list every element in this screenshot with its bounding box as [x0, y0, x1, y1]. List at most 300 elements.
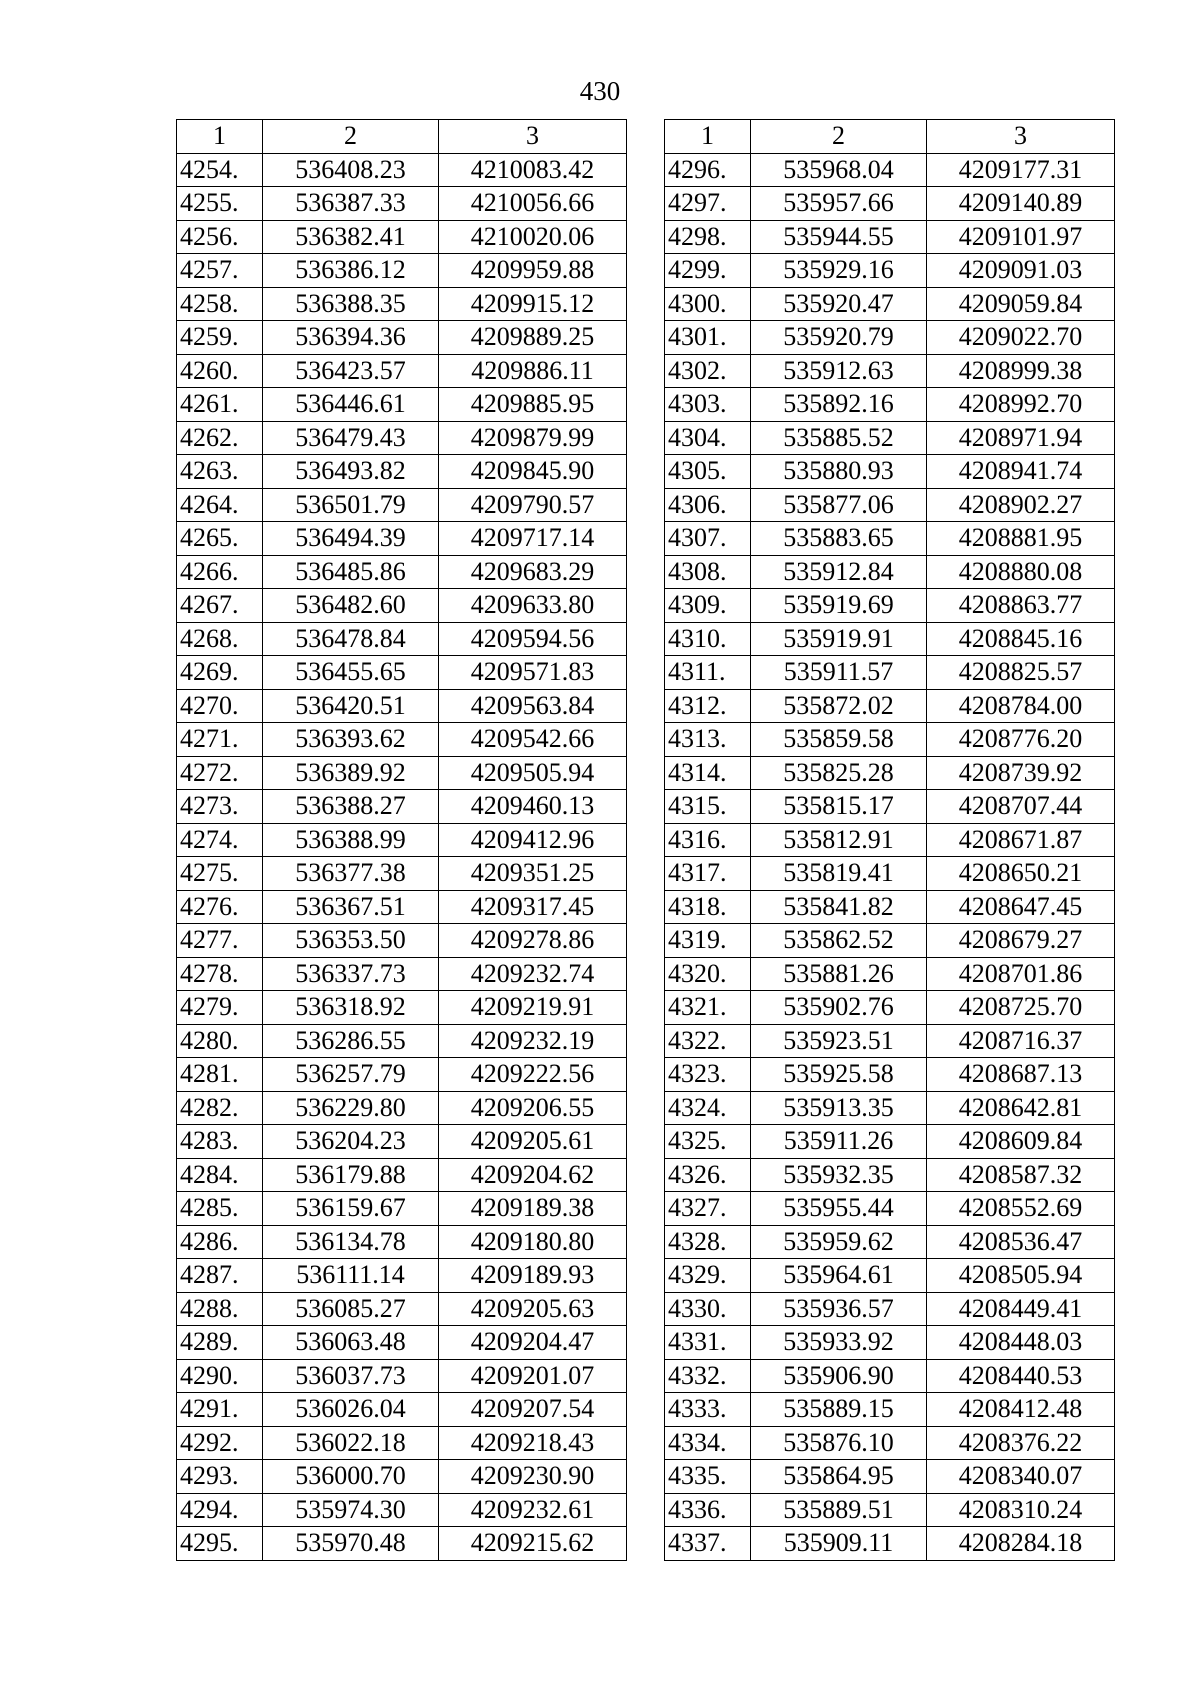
- point-number-cell: 4292.: [177, 1426, 263, 1460]
- header-cell-3: 3: [927, 120, 1115, 154]
- point-number-cell: 4325.: [665, 1125, 751, 1159]
- x-coordinate-cell: 536387.33: [263, 187, 439, 221]
- point-number-cell: 4309.: [665, 589, 751, 623]
- y-coordinate-cell: 4209207.54: [439, 1393, 627, 1427]
- x-coordinate-cell: 536493.82: [263, 455, 439, 489]
- x-coordinate-cell: 536063.48: [263, 1326, 439, 1360]
- y-coordinate-cell: 4208845.16: [927, 622, 1115, 656]
- y-coordinate-cell: 4208376.22: [927, 1426, 1115, 1460]
- y-coordinate-cell: 4208992.70: [927, 388, 1115, 422]
- table-row: [665, 1091, 1115, 1125]
- header-cell-2: 2: [263, 120, 439, 154]
- y-coordinate-cell: 4209845.90: [439, 455, 627, 489]
- x-coordinate-cell: 536382.41: [263, 220, 439, 254]
- table-row: [665, 1393, 1115, 1427]
- x-coordinate-cell: 536394.36: [263, 321, 439, 355]
- y-coordinate-cell: 4209232.61: [439, 1493, 627, 1527]
- point-number-cell: 4266.: [177, 555, 263, 589]
- point-number-cell: 4276.: [177, 890, 263, 924]
- x-coordinate-cell: 536386.12: [263, 254, 439, 288]
- y-coordinate-cell: 4208784.00: [927, 689, 1115, 723]
- y-coordinate-cell: 4208776.20: [927, 723, 1115, 757]
- table-row: [177, 589, 627, 623]
- point-number-cell: 4279.: [177, 991, 263, 1025]
- point-number-cell: 4336.: [665, 1493, 751, 1527]
- x-coordinate-cell: 536478.84: [263, 622, 439, 656]
- x-coordinate-cell: 536204.23: [263, 1125, 439, 1159]
- point-number-cell: 4301.: [665, 321, 751, 355]
- x-coordinate-cell: 536455.65: [263, 656, 439, 690]
- point-number-cell: 4289.: [177, 1326, 263, 1360]
- table-row: [665, 1125, 1115, 1159]
- x-coordinate-cell: 536085.27: [263, 1292, 439, 1326]
- x-coordinate-cell: 535906.90: [751, 1359, 927, 1393]
- table-row: [665, 321, 1115, 355]
- table-row: [665, 354, 1115, 388]
- x-coordinate-cell: 536111.14: [263, 1259, 439, 1293]
- y-coordinate-cell: 4209633.80: [439, 589, 627, 623]
- y-coordinate-cell: 4210020.06: [439, 220, 627, 254]
- point-number-cell: 4328.: [665, 1225, 751, 1259]
- x-coordinate-cell: 535872.02: [751, 689, 927, 723]
- x-coordinate-cell: 536377.38: [263, 857, 439, 891]
- x-coordinate-cell: 535968.04: [751, 153, 927, 187]
- point-number-cell: 4297.: [665, 187, 751, 221]
- point-number-cell: 4316.: [665, 823, 751, 857]
- x-coordinate-cell: 535841.82: [751, 890, 927, 924]
- table-row: [177, 991, 627, 1025]
- point-number-cell: 4274.: [177, 823, 263, 857]
- table-row: [177, 220, 627, 254]
- table-row: [665, 522, 1115, 556]
- x-coordinate-cell: 536286.55: [263, 1024, 439, 1058]
- header-cell-1: 1: [665, 120, 751, 154]
- table-row: [177, 924, 627, 958]
- point-number-cell: 4268.: [177, 622, 263, 656]
- y-coordinate-cell: 4209879.99: [439, 421, 627, 455]
- y-coordinate-cell: 4209101.97: [927, 220, 1115, 254]
- table-header: [665, 120, 1115, 154]
- y-coordinate-cell: 4209201.07: [439, 1359, 627, 1393]
- y-coordinate-cell: 4208609.84: [927, 1125, 1115, 1159]
- table-row: [665, 589, 1115, 623]
- table-row: [177, 522, 627, 556]
- x-coordinate-cell: 536022.18: [263, 1426, 439, 1460]
- y-coordinate-cell: 4208863.77: [927, 589, 1115, 623]
- x-coordinate-cell: 536388.99: [263, 823, 439, 857]
- point-number-cell: 4284.: [177, 1158, 263, 1192]
- y-coordinate-cell: 4209317.45: [439, 890, 627, 924]
- table-row: [665, 1024, 1115, 1058]
- y-coordinate-cell: 4209177.31: [927, 153, 1115, 187]
- table-row: [665, 254, 1115, 288]
- y-coordinate-cell: 4208739.92: [927, 756, 1115, 790]
- table-row: [177, 1292, 627, 1326]
- x-coordinate-cell: 535944.55: [751, 220, 927, 254]
- table-row: [177, 1058, 627, 1092]
- point-number-cell: 4294.: [177, 1493, 263, 1527]
- y-coordinate-cell: 4209204.47: [439, 1326, 627, 1360]
- table-row: [665, 555, 1115, 589]
- y-coordinate-cell: 4209140.89: [927, 187, 1115, 221]
- point-number-cell: 4277.: [177, 924, 263, 958]
- point-number-cell: 4291.: [177, 1393, 263, 1427]
- y-coordinate-cell: 4208687.13: [927, 1058, 1115, 1092]
- table-row: [177, 1024, 627, 1058]
- point-number-cell: 4323.: [665, 1058, 751, 1092]
- y-coordinate-cell: 4208284.18: [927, 1527, 1115, 1561]
- x-coordinate-cell: 536485.86: [263, 555, 439, 589]
- y-coordinate-cell: 4209222.56: [439, 1058, 627, 1092]
- x-coordinate-cell: 536501.79: [263, 488, 439, 522]
- y-coordinate-cell: 4208679.27: [927, 924, 1115, 958]
- x-coordinate-cell: 536000.70: [263, 1460, 439, 1494]
- x-coordinate-cell: 535933.92: [751, 1326, 927, 1360]
- point-number-cell: 4330.: [665, 1292, 751, 1326]
- y-coordinate-cell: 4209230.90: [439, 1460, 627, 1494]
- y-coordinate-cell: 4209571.83: [439, 656, 627, 690]
- table-body: [665, 153, 1115, 1560]
- x-coordinate-cell: 535912.63: [751, 354, 927, 388]
- x-coordinate-cell: 536393.62: [263, 723, 439, 757]
- point-number-cell: 4331.: [665, 1326, 751, 1360]
- y-coordinate-cell: 4209218.43: [439, 1426, 627, 1460]
- table-row: [177, 187, 627, 221]
- point-number-cell: 4258.: [177, 287, 263, 321]
- x-coordinate-cell: 535919.91: [751, 622, 927, 656]
- point-number-cell: 4324.: [665, 1091, 751, 1125]
- point-number-cell: 4317.: [665, 857, 751, 891]
- table-row: [665, 823, 1115, 857]
- table-row: [177, 723, 627, 757]
- point-number-cell: 4318.: [665, 890, 751, 924]
- point-number-cell: 4260.: [177, 354, 263, 388]
- x-coordinate-cell: 535919.69: [751, 589, 927, 623]
- y-coordinate-cell: 4208536.47: [927, 1225, 1115, 1259]
- table-row: [177, 823, 627, 857]
- x-coordinate-cell: 536159.67: [263, 1192, 439, 1226]
- x-coordinate-cell: 536389.92: [263, 756, 439, 790]
- table-row: [177, 689, 627, 723]
- table-row: [177, 1192, 627, 1226]
- x-coordinate-cell: 535883.65: [751, 522, 927, 556]
- point-number-cell: 4295.: [177, 1527, 263, 1561]
- point-number-cell: 4308.: [665, 555, 751, 589]
- point-number-cell: 4265.: [177, 522, 263, 556]
- point-number-cell: 4269.: [177, 656, 263, 690]
- header-cell-2: 2: [751, 120, 927, 154]
- x-coordinate-cell: 535881.26: [751, 957, 927, 991]
- y-coordinate-cell: 4210083.42: [439, 153, 627, 187]
- table-row: [177, 1225, 627, 1259]
- point-number-cell: 4257.: [177, 254, 263, 288]
- point-number-cell: 4322.: [665, 1024, 751, 1058]
- y-coordinate-cell: 4209790.57: [439, 488, 627, 522]
- header-row: [665, 120, 1115, 154]
- table-row: [177, 354, 627, 388]
- point-number-cell: 4283.: [177, 1125, 263, 1159]
- x-coordinate-cell: 535920.79: [751, 321, 927, 355]
- table-row: [177, 1426, 627, 1460]
- x-coordinate-cell: 535876.10: [751, 1426, 927, 1460]
- y-coordinate-cell: 4210056.66: [439, 187, 627, 221]
- x-coordinate-cell: 535929.16: [751, 254, 927, 288]
- x-coordinate-cell: 535877.06: [751, 488, 927, 522]
- y-coordinate-cell: 4209022.70: [927, 321, 1115, 355]
- point-number-cell: 4259.: [177, 321, 263, 355]
- table-row: [177, 1393, 627, 1427]
- x-coordinate-cell: 536388.27: [263, 790, 439, 824]
- x-coordinate-cell: 536257.79: [263, 1058, 439, 1092]
- x-coordinate-cell: 536420.51: [263, 689, 439, 723]
- table-row: [177, 321, 627, 355]
- x-coordinate-cell: 535815.17: [751, 790, 927, 824]
- point-number-cell: 4255.: [177, 187, 263, 221]
- table-row: [177, 756, 627, 790]
- x-coordinate-cell: 535955.44: [751, 1192, 927, 1226]
- header-row: [177, 120, 627, 154]
- point-number-cell: 4320.: [665, 957, 751, 991]
- table-row: [665, 1259, 1115, 1293]
- table-row: [665, 1493, 1115, 1527]
- table-row: [665, 488, 1115, 522]
- table-row: [665, 689, 1115, 723]
- x-coordinate-cell: 535959.62: [751, 1225, 927, 1259]
- x-coordinate-cell: 535912.84: [751, 555, 927, 589]
- point-number-cell: 4332.: [665, 1359, 751, 1393]
- y-coordinate-cell: 4208650.21: [927, 857, 1115, 891]
- x-coordinate-cell: 535909.11: [751, 1527, 927, 1561]
- y-coordinate-cell: 4209563.84: [439, 689, 627, 723]
- x-coordinate-cell: 535911.57: [751, 656, 927, 690]
- x-coordinate-cell: 535974.30: [263, 1493, 439, 1527]
- y-coordinate-cell: 4208902.27: [927, 488, 1115, 522]
- y-coordinate-cell: 4208340.07: [927, 1460, 1115, 1494]
- point-number-cell: 4302.: [665, 354, 751, 388]
- y-coordinate-cell: 4208707.44: [927, 790, 1115, 824]
- x-coordinate-cell: 535812.91: [751, 823, 927, 857]
- table-row: [177, 790, 627, 824]
- point-number-cell: 4281.: [177, 1058, 263, 1092]
- table-row: [665, 220, 1115, 254]
- table-row: [177, 421, 627, 455]
- table-row: [177, 1493, 627, 1527]
- table-row: [177, 153, 627, 187]
- x-coordinate-cell: 535819.41: [751, 857, 927, 891]
- table-row: [177, 1125, 627, 1159]
- y-coordinate-cell: 4209717.14: [439, 522, 627, 556]
- point-number-cell: 4314.: [665, 756, 751, 790]
- x-coordinate-cell: 535889.51: [751, 1493, 927, 1527]
- y-coordinate-cell: 4208716.37: [927, 1024, 1115, 1058]
- point-number-cell: 4307.: [665, 522, 751, 556]
- x-coordinate-cell: 535825.28: [751, 756, 927, 790]
- y-coordinate-cell: 4208999.38: [927, 354, 1115, 388]
- y-coordinate-cell: 4209204.62: [439, 1158, 627, 1192]
- table-header: [177, 120, 627, 154]
- table-row: [665, 790, 1115, 824]
- table-row: [665, 1426, 1115, 1460]
- y-coordinate-cell: 4209889.25: [439, 321, 627, 355]
- table-row: [177, 388, 627, 422]
- y-coordinate-cell: 4208671.87: [927, 823, 1115, 857]
- y-coordinate-cell: 4209059.84: [927, 287, 1115, 321]
- x-coordinate-cell: 535880.93: [751, 455, 927, 489]
- x-coordinate-cell: 535920.47: [751, 287, 927, 321]
- table-row: [177, 622, 627, 656]
- x-coordinate-cell: 536446.61: [263, 388, 439, 422]
- x-coordinate-cell: 536179.88: [263, 1158, 439, 1192]
- x-coordinate-cell: 535889.15: [751, 1393, 927, 1427]
- y-coordinate-cell: 4208825.57: [927, 656, 1115, 690]
- point-number-cell: 4321.: [665, 991, 751, 1025]
- y-coordinate-cell: 4208881.95: [927, 522, 1115, 556]
- point-number-cell: 4315.: [665, 790, 751, 824]
- y-coordinate-cell: 4208448.03: [927, 1326, 1115, 1360]
- x-coordinate-cell: 536494.39: [263, 522, 439, 556]
- x-coordinate-cell: 535902.76: [751, 991, 927, 1025]
- point-number-cell: 4298.: [665, 220, 751, 254]
- x-coordinate-cell: 535936.57: [751, 1292, 927, 1326]
- y-coordinate-cell: 4209091.03: [927, 254, 1115, 288]
- point-number-cell: 4272.: [177, 756, 263, 790]
- table-row: [177, 488, 627, 522]
- x-coordinate-cell: 536408.23: [263, 153, 439, 187]
- header-cell-1: 1: [177, 120, 263, 154]
- point-number-cell: 4306.: [665, 488, 751, 522]
- point-number-cell: 4282.: [177, 1091, 263, 1125]
- point-number-cell: 4313.: [665, 723, 751, 757]
- table-row: [665, 756, 1115, 790]
- y-coordinate-cell: 4209351.25: [439, 857, 627, 891]
- table-row: [665, 1359, 1115, 1393]
- x-coordinate-cell: 536353.50: [263, 924, 439, 958]
- y-coordinate-cell: 4208310.24: [927, 1493, 1115, 1527]
- table-row: [665, 723, 1115, 757]
- x-coordinate-cell: 536388.35: [263, 287, 439, 321]
- x-coordinate-cell: 536337.73: [263, 957, 439, 991]
- y-coordinate-cell: 4209189.38: [439, 1192, 627, 1226]
- point-number-cell: 4305.: [665, 455, 751, 489]
- y-coordinate-cell: 4209205.63: [439, 1292, 627, 1326]
- table-row: [665, 1225, 1115, 1259]
- point-number-cell: 4273.: [177, 790, 263, 824]
- y-coordinate-cell: 4208642.81: [927, 1091, 1115, 1125]
- point-number-cell: 4290.: [177, 1359, 263, 1393]
- point-number-cell: 4304.: [665, 421, 751, 455]
- y-coordinate-cell: 4208701.86: [927, 957, 1115, 991]
- x-coordinate-cell: 535923.51: [751, 1024, 927, 1058]
- x-coordinate-cell: 535925.58: [751, 1058, 927, 1092]
- x-coordinate-cell: 535957.66: [751, 187, 927, 221]
- point-number-cell: 4280.: [177, 1024, 263, 1058]
- x-coordinate-cell: 535911.26: [751, 1125, 927, 1159]
- point-number-cell: 4262.: [177, 421, 263, 455]
- x-coordinate-cell: 536037.73: [263, 1359, 439, 1393]
- x-coordinate-cell: 535913.35: [751, 1091, 927, 1125]
- table-row: [665, 656, 1115, 690]
- y-coordinate-cell: 4208552.69: [927, 1192, 1115, 1226]
- point-number-cell: 4329.: [665, 1259, 751, 1293]
- y-coordinate-cell: 4209885.95: [439, 388, 627, 422]
- table-row: [177, 656, 627, 690]
- table-row: [665, 153, 1115, 187]
- point-number-cell: 4310.: [665, 622, 751, 656]
- table-row: [665, 1460, 1115, 1494]
- x-coordinate-cell: 536318.92: [263, 991, 439, 1025]
- y-coordinate-cell: 4209278.86: [439, 924, 627, 958]
- point-number-cell: 4288.: [177, 1292, 263, 1326]
- table-row: [177, 1158, 627, 1192]
- table-row: [665, 890, 1115, 924]
- y-coordinate-cell: 4209505.94: [439, 756, 627, 790]
- y-coordinate-cell: 4208725.70: [927, 991, 1115, 1025]
- table-row: [177, 1091, 627, 1125]
- table-row: [177, 957, 627, 991]
- table-row: [665, 1158, 1115, 1192]
- table-row: [665, 1192, 1115, 1226]
- table-row: [665, 187, 1115, 221]
- point-number-cell: 4311.: [665, 656, 751, 690]
- y-coordinate-cell: 4209180.80: [439, 1225, 627, 1259]
- table-row: [177, 1359, 627, 1393]
- point-number-cell: 4299.: [665, 254, 751, 288]
- point-number-cell: 4267.: [177, 589, 263, 623]
- coordinates-table-left: [176, 119, 627, 1561]
- y-coordinate-cell: 4209412.96: [439, 823, 627, 857]
- point-number-cell: 4254.: [177, 153, 263, 187]
- point-number-cell: 4300.: [665, 287, 751, 321]
- point-number-cell: 4264.: [177, 488, 263, 522]
- y-coordinate-cell: 4209959.88: [439, 254, 627, 288]
- table-row: [665, 991, 1115, 1025]
- y-coordinate-cell: 4208941.74: [927, 455, 1115, 489]
- table-row: [177, 857, 627, 891]
- x-coordinate-cell: 535932.35: [751, 1158, 927, 1192]
- y-coordinate-cell: 4208647.45: [927, 890, 1115, 924]
- x-coordinate-cell: 536229.80: [263, 1091, 439, 1125]
- y-coordinate-cell: 4208505.94: [927, 1259, 1115, 1293]
- table-row: [665, 1527, 1115, 1561]
- point-number-cell: 4275.: [177, 857, 263, 891]
- table-row: [177, 1259, 627, 1293]
- point-number-cell: 4303.: [665, 388, 751, 422]
- table-row: [665, 857, 1115, 891]
- x-coordinate-cell: 535862.52: [751, 924, 927, 958]
- point-number-cell: 4261.: [177, 388, 263, 422]
- point-number-cell: 4319.: [665, 924, 751, 958]
- x-coordinate-cell: 536367.51: [263, 890, 439, 924]
- point-number-cell: 4293.: [177, 1460, 263, 1494]
- y-coordinate-cell: 4209594.56: [439, 622, 627, 656]
- y-coordinate-cell: 4209915.12: [439, 287, 627, 321]
- point-number-cell: 4271.: [177, 723, 263, 757]
- y-coordinate-cell: 4209189.93: [439, 1259, 627, 1293]
- table-row: [665, 957, 1115, 991]
- x-coordinate-cell: 536482.60: [263, 589, 439, 623]
- y-coordinate-cell: 4209683.29: [439, 555, 627, 589]
- coordinates-table-right: [664, 119, 1115, 1561]
- table-row: [177, 455, 627, 489]
- table-row: [665, 924, 1115, 958]
- x-coordinate-cell: 536026.04: [263, 1393, 439, 1427]
- point-number-cell: 4333.: [665, 1393, 751, 1427]
- point-number-cell: 4263.: [177, 455, 263, 489]
- x-coordinate-cell: 535864.95: [751, 1460, 927, 1494]
- y-coordinate-cell: 4208880.08: [927, 555, 1115, 589]
- table-row: [665, 1058, 1115, 1092]
- point-number-cell: 4286.: [177, 1225, 263, 1259]
